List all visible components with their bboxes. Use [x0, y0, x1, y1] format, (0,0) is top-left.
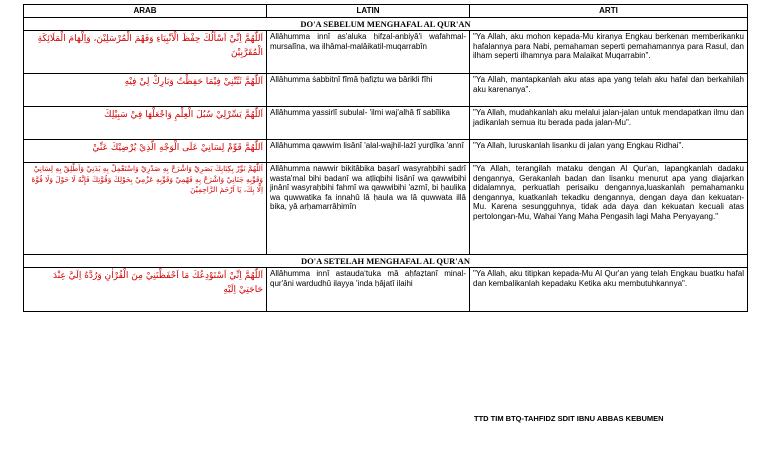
arti-text: "Ya Allah, luruskanlah lisanku di jalan yang Engkau Ridhai". [470, 140, 748, 163]
section-header-row [24, 255, 748, 268]
latin-text: Allâhumma yassirlî subulal- 'ilmi waj'alhâ fî sabîlika [267, 107, 470, 140]
header-row [24, 5, 748, 18]
arti-text: "Ya Allah, aku mohon kepada-Mu kiranya Engkau berkenan memberikanku hafalannya para Nabi, pemahaman seperti pemahamannya para Rasul, dan ilham seperti ilhamnya para Malaikat Muqarrabin". [470, 31, 748, 74]
table-row [24, 163, 748, 255]
arti-text: "Ya Allah, mantapkanlah aku atas apa yang telah aku hafal dan berkahilah aku karenanya". [470, 74, 748, 107]
column-header-arti: ARTI [470, 5, 748, 18]
doa-table [23, 4, 748, 312]
latin-text: Allâhumma innî astaudaʻtuka mâ aḥfaẓtanî minal-qur'âni wardudhû ilayya 'inda ḥâjatî ilaihi [267, 268, 470, 312]
table-row [24, 74, 748, 107]
arti-text: "Ya Allah, aku titipkan kepada-Mu Al Qur'an yang telah Engkau buatku hafal dan kembalikanlah kepadaku Ketika aku membutuhkannya". [470, 268, 748, 312]
arab-text: اَللّٰهُمَّ قَوِّمْ لِسَانِيْ عَلَى الْوَجْهِ الَّذِيْ يُرْضِيْكَ عَنِّيْ [24, 140, 267, 163]
column-header-latin: LATIN [267, 5, 470, 18]
footer-signature-line: TTD TIM BTQ-TAHFIDZ SDIT IBNU ABBAS KEBUMEN [474, 414, 664, 423]
latin-text: Allâhumma ṡabbitnî fîmâ ḥafiẓtu wa bârikli fîhi [267, 74, 470, 107]
arab-text: اَللّٰهُمَّ ثَبِّتْنِيْ فِيْمَا حَفِظْتُ وَبَارِكْ لِيْ فِيْهِ [24, 74, 267, 107]
latin-text: Allâhumma nawwir bikitâbika baṣarî wasyraḥbihi ṣadrî wasta'mal bihi badanî wa aṭliqbihi lisânî wa qawwibihi jinânî wasyraḥbihi fahmî wa qawwibihi 'azmî, bi ḥaulika wa quwwatika fa innahû lâ ḥaula wa lâ quwwata illâ bika, yâ arḥamarrâḥimîn [267, 163, 470, 255]
latin-text: Allâhumma innî as'aluka ḥifẓal-anbiyâ'i wafahmal-mursalîna, wa ilhâmal-malâikatil-muqarrabîn [267, 31, 470, 74]
arti-text: "Ya Allah, mudahkanlah aku melalui jalan-jalan untuk mendapatkan ilmu dan jadikanlah semua itu berada pada jalan-Mu". [470, 107, 748, 140]
arab-text: اَللّٰهُمَّ نَوِّرْ بِكِتَابِكَ بَصَرِيْ وَاشْرَحْ بِهِ صَدْرِيْ وَاسْتَعْمِلْ بِهِ بَدَنِيْ وَاَطْلِقْ بِهِ لِسَانِيْ وَقَوِّبِهِ جَنَانِيْ وَاشْرَحْ بِهِ فَهْمِيْ وَقَوِّبِهِ عَزْمِيْ بِحَوْلِكَ وَقُوَّتِكَ فَإِنَّهُ لَا حَوْلَ وَلَا قُوَّةَ اِلَّا بِكَ، يَا اَرْحَمَ الرَّاحِمِيْنَ [24, 163, 267, 255]
table-row [24, 31, 748, 74]
table-row [24, 268, 748, 312]
section-title-after: DO'A SETELAH MENGHAFAL AL QUR'AN [24, 255, 748, 268]
table-row [24, 140, 748, 163]
arab-text: اَللّٰهُمَّ يَسِّرْلِيْ سُبُلَ الْعِلْمِ وَاجْعَلْهَا فِيْ سَبِيْلِكَ [24, 107, 267, 140]
arti-text: "Ya Allah, terangilah mataku dengan Al Qur'an, lapangkanlah dadaku dengannya, Gerakanlah badan dan lisanku menurut apa yang diajarkan didalamnya, perkuatlah perisaiku dengannya,luaskanlah pemahamanku dengannya, kuatkanlah tekadku dengannya, dengan daya dan kekuatan-Mu. Karena sesungguhnya, tidak ada daya dan kekuatan kecuali atas pertolongan-Mu, Wahai Yang Maha Pengasih lagi Maha Penyayang." [470, 163, 748, 255]
arab-text: اَللّٰهُمَّ اِنِّيْ اَسْتَوْدِعُكَ مَا اَحْفَظْتَنِيْ مِنَ الْقُرْاٰنِ وَرُدَّهُ اِلَيَّ عِنْدَ حَاجَتِيْ اِلَيْهِ [24, 268, 267, 312]
column-header-arab: ARAB [24, 5, 267, 18]
section-header-row [24, 18, 748, 31]
table-row [24, 107, 748, 140]
latin-text: Allâhumma qawwim lisânî 'alal-wajhil-lażî yurḍîka 'annî [267, 140, 470, 163]
section-title-before: DO'A SEBELUM MENGHAFAL AL QUR'AN [24, 18, 748, 31]
arab-text: اَللّٰهُمَّ اِنِّيْ اَسْأَلُكَ حِفْظَ الْاَنْبِيَاءِ وَفَهْمَ الْمُرْسَلِيْنَ، وَاِلْهَامَ الْمَلَائِكَةِ الْمُقَرَّبِيْنَ [24, 31, 267, 74]
